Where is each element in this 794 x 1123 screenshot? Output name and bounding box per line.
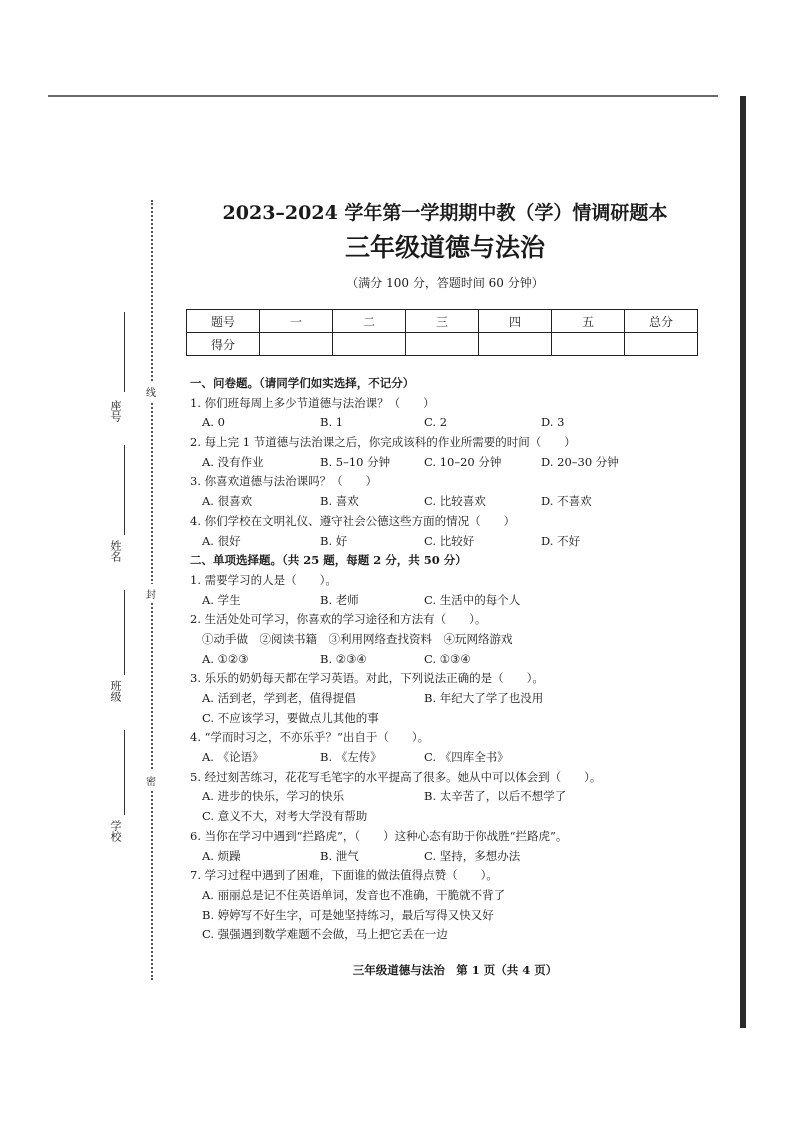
score-header-cell: 一 bbox=[260, 310, 333, 333]
option-d[interactable]: D. 20–30 分钟 bbox=[541, 454, 619, 469]
options-row bbox=[190, 689, 720, 709]
score-header-cell: 四 bbox=[479, 310, 552, 333]
option-c[interactable]: C. ①③④ bbox=[424, 651, 471, 666]
option-a[interactable]: A. 没有作业 bbox=[202, 454, 264, 469]
score-table-row bbox=[187, 333, 698, 356]
question-stem: 6. 当你在学习中遇到“拦路虎”，（ ）这种心态有助于你战胜“拦路虎”。 bbox=[190, 828, 568, 843]
section-1-title: 一、问卷题。（请同学们如实选择，不记分） bbox=[190, 376, 415, 390]
option-b[interactable]: B. 1 bbox=[320, 415, 344, 430]
option-c[interactable]: C. 比较好 bbox=[424, 533, 475, 548]
score-cell[interactable] bbox=[479, 333, 552, 356]
option-a[interactable]: A. 很好 bbox=[202, 533, 241, 548]
option-a[interactable]: A. 《论语》 bbox=[202, 750, 264, 765]
option-d[interactable]: D. 不好 bbox=[541, 533, 581, 548]
option-b[interactable]: B. 年纪大了学了也没用 bbox=[424, 691, 544, 705]
option-b[interactable]: B. 喜欢 bbox=[320, 494, 359, 509]
score-header-cell: 二 bbox=[333, 310, 406, 333]
score-cell[interactable] bbox=[260, 333, 333, 356]
exam-title: 2023–2024 学年第一学期期中教（学）情调研题本 bbox=[222, 202, 668, 224]
page-footer: 三年级道德与法治 第 1 页（共 4 页） bbox=[352, 963, 558, 977]
options-row bbox=[190, 591, 720, 611]
options-row bbox=[190, 748, 720, 768]
option-a[interactable]: A. ①②③ bbox=[202, 651, 249, 666]
seat-blank bbox=[124, 312, 125, 392]
option-a[interactable]: A. 进步的快乐，学习的快乐 bbox=[202, 789, 345, 804]
option-a[interactable]: A. 0 bbox=[202, 415, 225, 430]
school-blank bbox=[124, 730, 125, 815]
option-a[interactable]: A. 学生 bbox=[202, 592, 241, 607]
option-b[interactable]: B. 《左传》 bbox=[320, 750, 382, 765]
option-c[interactable]: C. 比较喜欢 bbox=[424, 494, 486, 509]
option-b[interactable]: B. 婷婷写不好生字，可是她坚持练习，最后写得又快又好 bbox=[202, 907, 494, 922]
score-cell[interactable] bbox=[625, 333, 698, 356]
top-rule bbox=[48, 95, 718, 97]
option-c[interactable]: C. 不应该学习，要做点儿其他的事 bbox=[202, 710, 379, 725]
options-row bbox=[190, 650, 720, 670]
name-label: 姓名 bbox=[109, 540, 122, 562]
options-row bbox=[190, 532, 720, 552]
score-header-cell: 题号 bbox=[187, 310, 260, 333]
question-stem: 2. 生活处处可学习，你喜欢的学习途径和方法有（ ）。 bbox=[190, 612, 487, 627]
question-stem: 1. 需要学习的人是（ ）。 bbox=[190, 572, 337, 587]
seal-mark-mi: 密 bbox=[146, 771, 156, 790]
score-header-cell: 总分 bbox=[625, 310, 698, 333]
seal-mark-feng: 封 bbox=[146, 584, 156, 603]
seal-mark-xian: 线 bbox=[146, 382, 156, 401]
option-b[interactable]: B. 5–10 分钟 bbox=[320, 454, 391, 469]
option-c[interactable]: C. 强强遇到数学难题不会做，马上把它丢在一边 bbox=[202, 927, 448, 942]
question-stem: 3. 乐乐的奶奶每天都在学习英语。对此，下列说法正确的是（ ）。 bbox=[190, 671, 544, 686]
option-c[interactable]: C. 2 bbox=[424, 415, 448, 430]
score-header-cell: 五 bbox=[552, 310, 625, 333]
page-edge-shadow bbox=[740, 96, 746, 1028]
options-row bbox=[190, 453, 720, 473]
option-c[interactable]: C. 意义不大，对考大学没有帮助 bbox=[202, 809, 368, 824]
option-b[interactable]: B. 老师 bbox=[320, 592, 359, 607]
options-row bbox=[190, 492, 720, 512]
option-c[interactable]: C. 生活中的每个人 bbox=[424, 592, 521, 607]
exam-subtitle: （满分 100 分，答题时间 60 分钟） bbox=[346, 276, 544, 290]
option-c[interactable]: C. 《四库全书》 bbox=[424, 750, 509, 765]
score-cell[interactable] bbox=[552, 333, 625, 356]
school-label: 学校 bbox=[109, 820, 122, 842]
question-stem: 4. 你们学校在文明礼仪、遵守社会公德这些方面的情况（ ） bbox=[190, 513, 516, 528]
class-blank bbox=[124, 590, 125, 675]
options-row bbox=[190, 413, 720, 433]
option-b[interactable]: B. 好 bbox=[320, 533, 348, 548]
section-2-title: 二、单项选择题。（共 25 题，每题 2 分，共 50 分） bbox=[190, 553, 467, 568]
option-b[interactable]: B. ②③④ bbox=[320, 651, 367, 666]
score-table bbox=[186, 309, 698, 356]
seat-label: 座号 bbox=[109, 400, 122, 422]
options-row bbox=[190, 847, 720, 867]
score-table-header bbox=[187, 310, 698, 333]
question-stem: 7. 学习过程中遇到了困难，下面谁的做法值得点赞（ ）。 bbox=[190, 868, 498, 883]
subject-title: 三年级道德与法治 bbox=[344, 233, 545, 262]
score-cell[interactable] bbox=[333, 333, 406, 356]
option-b[interactable]: B. 太辛苦了，以后不想学了 bbox=[424, 789, 567, 804]
question-stem: 3. 你喜欢道德与法治课吗？（ ） bbox=[190, 474, 378, 489]
option-c[interactable]: C. 坚持，多想办法 bbox=[424, 848, 521, 863]
question-stem: 1. 你们班每周上多少节道德与法治课？（ ） bbox=[190, 395, 435, 410]
option-b[interactable]: B. 泄气 bbox=[320, 848, 359, 863]
option-a[interactable]: A. 丽丽总是记不住英语单词，发音也不准确，干脆就不背了 bbox=[202, 887, 506, 902]
question-items: ①动手做 ②阅读书籍 ③利用网络查找资料 ④玩网络游戏 bbox=[202, 631, 513, 646]
option-c[interactable]: C. 10–20 分钟 bbox=[424, 454, 502, 469]
score-row-label: 得分 bbox=[187, 333, 260, 356]
option-a[interactable]: A. 很喜欢 bbox=[202, 494, 253, 509]
option-a[interactable]: A. 活到老，学到老，值得提倡 bbox=[202, 691, 356, 705]
question-stem: 4. “学而时习之，不亦乐乎？”出自于（ ）。 bbox=[190, 730, 430, 745]
option-d[interactable]: D. 3 bbox=[541, 415, 565, 430]
name-blank bbox=[124, 445, 125, 535]
score-cell[interactable] bbox=[406, 333, 479, 356]
question-stem: 2. 每上完 1 节道德与法治课之后，你完成该科的作业所需要的时间（ ） bbox=[190, 435, 576, 450]
option-d[interactable]: D. 不喜欢 bbox=[541, 494, 592, 509]
question-stem: 5. 经过刻苦练习，花花写毛笔字的水平提高了很多。她从中可以体会到（ ）。 bbox=[190, 769, 602, 784]
score-header-cell: 三 bbox=[406, 310, 479, 333]
option-a[interactable]: A. 烦躁 bbox=[202, 848, 241, 863]
exam-content bbox=[190, 374, 720, 945]
class-label: 班级 bbox=[109, 680, 122, 702]
options-row bbox=[190, 787, 720, 807]
